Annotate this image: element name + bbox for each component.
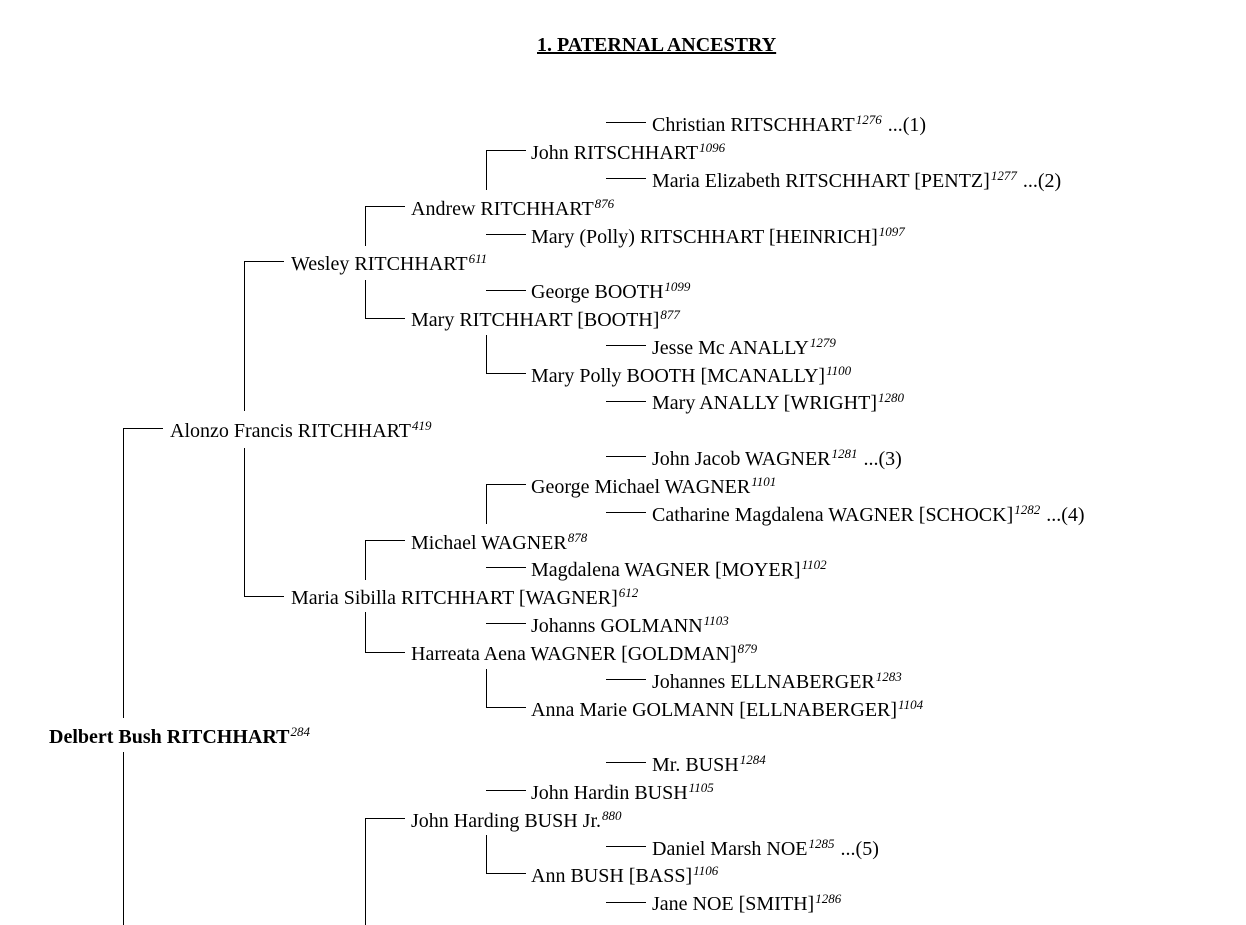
person-name: George BOOTH <box>531 281 664 303</box>
person-entry <box>411 532 587 556</box>
person-name: Magdalena WAGNER [MOYER] <box>531 559 801 581</box>
connector-line <box>486 707 526 708</box>
connector-line <box>486 669 487 707</box>
person-entry <box>652 671 902 695</box>
person-name: Maria Elizabeth RITSCHHART [PENTZ] <box>652 170 990 192</box>
connector-line <box>486 835 487 873</box>
person-name: George Michael WAGNER <box>531 476 751 498</box>
person-entry <box>652 504 1085 528</box>
connector-line <box>606 762 646 763</box>
person-ref-number: 1286 <box>815 891 842 906</box>
person-name: Delbert Bush RITCHHART <box>49 726 290 748</box>
connector-line <box>123 428 124 718</box>
connector-line <box>365 818 366 925</box>
connector-line <box>606 122 646 123</box>
person-entry <box>531 365 851 389</box>
person-entry <box>531 615 729 639</box>
person-entry <box>652 893 841 917</box>
connector-line <box>365 540 405 541</box>
person-ref-number: 1105 <box>688 780 714 795</box>
person-name: Mary Polly BOOTH [MCANALLY] <box>531 365 826 387</box>
person-ref-number: 1285 <box>808 836 835 851</box>
person-entry <box>531 865 718 889</box>
continuation-ref: ...(1) <box>887 114 927 136</box>
continuation-ref: ...(4) <box>1046 504 1085 526</box>
person-ref-number: 612 <box>618 585 639 600</box>
person-ref-number: 1101 <box>751 474 777 489</box>
connector-line <box>365 318 405 319</box>
person-entry <box>652 114 926 138</box>
person-name: Jane NOE [SMITH] <box>652 893 815 915</box>
person-ref-number: 1276 <box>855 112 882 127</box>
person-ref-number: 877 <box>660 307 680 322</box>
connector-line <box>606 401 646 402</box>
connector-line <box>486 567 526 568</box>
connector-line <box>244 261 245 411</box>
connector-line <box>365 818 405 819</box>
connector-line <box>244 261 284 262</box>
person-ref-number: 1103 <box>703 613 729 628</box>
person-entry <box>531 699 923 723</box>
person-ref-number: 1106 <box>693 863 719 878</box>
connector-line <box>123 752 124 925</box>
root-person <box>49 726 310 750</box>
connector-line <box>606 679 646 680</box>
connector-line <box>486 234 526 235</box>
connector-line <box>606 345 646 346</box>
person-entry <box>652 170 1061 194</box>
person-name: Johannes ELLNABERGER <box>652 671 875 693</box>
person-ref-number: 1281 <box>831 446 858 461</box>
person-entry <box>652 392 904 416</box>
person-name: Anna Marie GOLMANN [ELLNABERGER] <box>531 699 898 721</box>
person-ref-number: 284 <box>290 724 310 739</box>
page-title: 1. PATERNAL ANCESTRY <box>537 34 777 56</box>
connector-line <box>244 596 284 597</box>
person-ref-number: 1283 <box>875 669 902 684</box>
continuation-ref: ...(2) <box>1022 170 1062 192</box>
person-name: Jesse Mc ANALLY <box>652 337 809 359</box>
person-ref-number: 1097 <box>878 224 905 239</box>
connector-line <box>486 290 526 291</box>
person-name: Catharine Magdalena WAGNER [SCHOCK] <box>652 504 1014 526</box>
person-ref-number: 1104 <box>898 697 924 712</box>
connector-line <box>486 790 526 791</box>
connector-line <box>486 150 487 190</box>
connector-line <box>365 652 405 653</box>
person-ref-number: 1279 <box>809 335 836 350</box>
person-ref-number: 879 <box>737 641 758 656</box>
person-entry <box>531 281 690 305</box>
person-name: Andrew RITCHHART <box>411 198 594 220</box>
connector-line <box>486 623 526 624</box>
person-entry <box>652 838 879 862</box>
connector-line <box>486 484 487 524</box>
person-entry <box>652 754 766 778</box>
connector-line <box>486 484 526 485</box>
person-ref-number: 1277 <box>990 168 1017 183</box>
connector-line <box>486 150 526 151</box>
person-ref-number: 1100 <box>826 363 852 378</box>
person-ref-number: 1282 <box>1014 502 1041 517</box>
connector-line <box>244 448 245 596</box>
person-name: Alonzo Francis RITCHHART <box>170 420 411 442</box>
person-ref-number: 876 <box>594 196 615 211</box>
person-ref-number: 1099 <box>664 279 691 294</box>
person-ref-number: 1102 <box>801 557 827 572</box>
connector-line <box>365 206 366 246</box>
connector-line <box>365 612 366 652</box>
person-ref-number: 1284 <box>739 752 766 767</box>
connector-line <box>486 873 526 874</box>
person-name: Harreata Aena WAGNER [GOLDMAN] <box>411 643 737 665</box>
connector-line <box>606 456 646 457</box>
person-entry <box>170 420 432 444</box>
person-ref-number: 611 <box>468 251 488 266</box>
continuation-ref: ...(5) <box>840 838 879 860</box>
person-entry <box>531 559 827 583</box>
person-name: Mary RITCHHART [BOOTH] <box>411 309 660 331</box>
connector-line <box>486 373 526 374</box>
person-name: Christian RITSCHHART <box>652 114 855 136</box>
person-entry <box>291 253 487 277</box>
person-entry <box>411 309 680 333</box>
person-entry <box>531 476 776 500</box>
connector-line <box>365 280 366 318</box>
person-entry <box>411 643 757 667</box>
connector-line <box>486 335 487 374</box>
connector-line <box>123 428 163 429</box>
person-name: Michael WAGNER <box>411 532 567 554</box>
person-entry <box>411 198 614 222</box>
person-name: Daniel Marsh NOE <box>652 838 808 860</box>
person-ref-number: 419 <box>412 418 432 433</box>
person-name: John Jacob WAGNER <box>652 448 831 470</box>
person-entry <box>411 810 622 834</box>
person-name: Mr. BUSH <box>652 754 739 776</box>
connector-line <box>606 512 646 513</box>
connector-line <box>606 846 646 847</box>
person-ref-number: 878 <box>567 530 588 545</box>
person-entry <box>652 337 836 361</box>
connector-line <box>365 540 366 580</box>
person-entry <box>531 782 714 806</box>
person-entry <box>291 587 638 611</box>
person-name: Johanns GOLMANN <box>531 615 703 637</box>
connector-line <box>365 206 405 207</box>
person-name: Ann BUSH [BASS] <box>531 865 693 887</box>
continuation-ref: ...(3) <box>863 448 902 470</box>
person-ref-number: 1096 <box>699 140 726 155</box>
person-entry <box>652 448 902 472</box>
connector-line <box>606 178 646 179</box>
person-entry <box>531 142 725 166</box>
person-name: Mary (Polly) RITSCHHART [HEINRICH] <box>531 226 878 248</box>
person-entry <box>531 226 905 250</box>
person-name: Maria Sibilla RITCHHART [WAGNER] <box>291 587 618 609</box>
person-ref-number: 880 <box>602 808 622 823</box>
person-name: Wesley RITCHHART <box>291 253 468 275</box>
person-ref-number: 1280 <box>877 390 904 405</box>
person-name: John RITSCHHART <box>531 142 699 164</box>
person-name: John Harding BUSH Jr. <box>411 810 602 832</box>
person-name: John Hardin BUSH <box>531 782 688 804</box>
connector-line <box>606 902 646 903</box>
person-name: Mary ANALLY [WRIGHT] <box>652 392 877 414</box>
